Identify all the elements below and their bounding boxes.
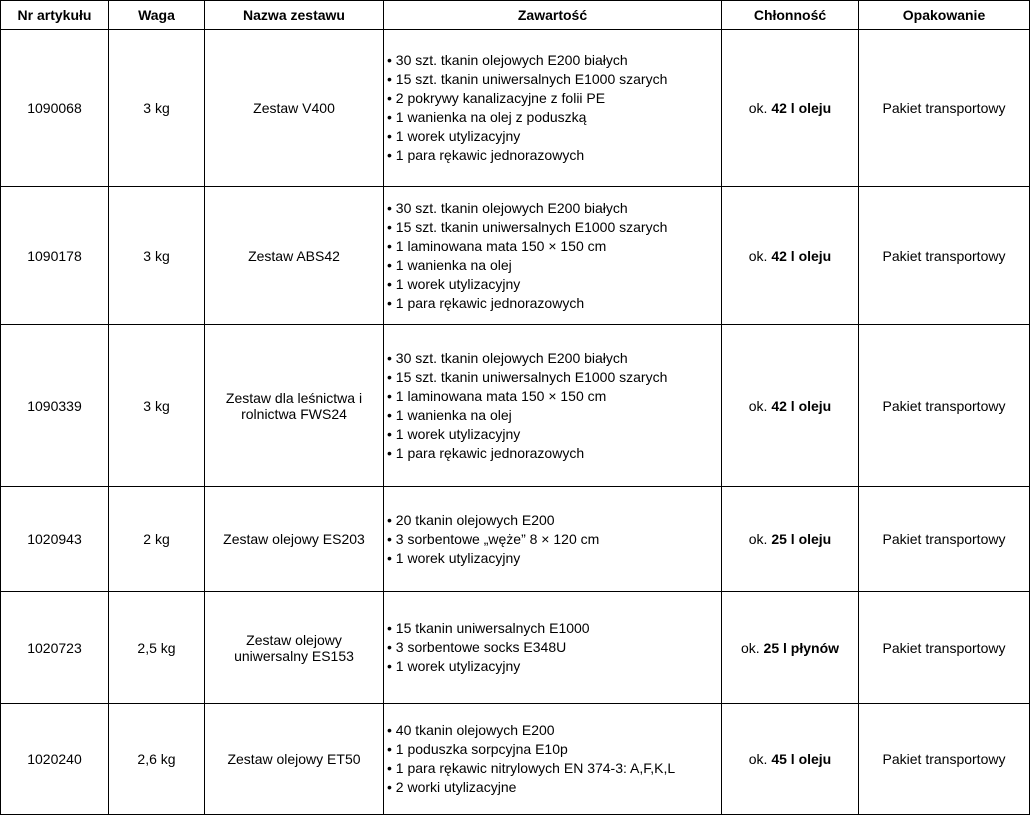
contents-list	[387, 199, 718, 313]
contents-item: • 1 worek utylizacyjny	[387, 128, 521, 144]
cell-opakowanie: Pakiet transportowy	[859, 30, 1030, 187]
cell-waga: 3 kg	[109, 30, 205, 187]
table-row	[1, 187, 1030, 325]
cell-chlonnosc	[722, 187, 859, 325]
header-nr-artykulu: Nr artykułu	[1, 1, 109, 30]
contents-item: • 2 pokrywy kanalizacyjne z folii PE	[387, 90, 606, 106]
cell-nazwa-zestawu	[205, 592, 384, 704]
table-body	[1, 30, 1030, 815]
contents-item: • 15 szt. tkanin uniwersalnych E1000 szarych	[387, 368, 668, 385]
header-opakowanie: Opakowanie	[859, 1, 1030, 30]
contents-item: • 1 worek utylizacyjny	[387, 425, 521, 442]
absorbency-prefix: ok.	[748, 397, 772, 414]
contents-item: • 20 tkanin olejowych E200	[387, 511, 555, 528]
cell-waga: 2,6 kg	[109, 704, 205, 815]
cell-opakowanie: Pakiet transportowy	[859, 187, 1030, 325]
contents-item: • 15 szt. tkanin uniwersalnych E1000 szarych	[387, 71, 668, 87]
set-name-line: Zestaw ABS42	[248, 247, 340, 264]
cell-opakowanie: Pakiet transportowy	[859, 592, 1030, 704]
cell-zawartosc	[384, 487, 722, 592]
contents-item: • 1 para rękawic jednorazowych	[387, 294, 585, 311]
set-name-line: rolnictwa FWS24	[241, 405, 347, 422]
header-nazwa-zestawu: Nazwa zestawu	[205, 1, 384, 30]
set-name-line: Zestaw olejowy ET50	[227, 751, 361, 767]
cell-nr-artykulu: 1090178	[1, 187, 109, 325]
cell-nazwa-zestawu	[205, 187, 384, 325]
table-row	[1, 30, 1030, 187]
cell-chlonnosc	[722, 487, 859, 592]
cell-chlonnosc	[722, 325, 859, 487]
absorbency-prefix: ok.	[748, 247, 772, 264]
contents-item: • 1 para rękawic jednorazowych	[387, 147, 585, 163]
contents-list	[387, 511, 718, 568]
set-name-line: Zestaw V400	[253, 100, 335, 116]
cell-nr-artykulu: 1020723	[1, 592, 109, 704]
cell-zawartosc	[384, 30, 722, 187]
cell-chlonnosc	[722, 30, 859, 187]
set-name-line: uniwersalny ES153	[234, 647, 354, 664]
table-row	[1, 704, 1030, 815]
table-row	[1, 325, 1030, 487]
cell-chlonnosc	[722, 704, 859, 815]
contents-item: • 1 para rękawic nitrylowych EN 374-3: A,F,K,L	[387, 760, 676, 776]
contents-item: • 30 szt. tkanin olejowych E200 białych	[387, 52, 628, 68]
cell-opakowanie: Pakiet transportowy	[859, 325, 1030, 487]
contents-list	[387, 51, 718, 165]
header-chlonnosc: Chłonność	[722, 1, 859, 30]
absorbency-prefix: ok.	[748, 100, 772, 116]
cell-nazwa-zestawu	[205, 30, 384, 187]
absorbency-value: 42 l oleju	[771, 247, 832, 264]
cell-nr-artykulu: 1090339	[1, 325, 109, 487]
set-name-line: Zestaw olejowy ES203	[223, 531, 365, 547]
table-row	[1, 592, 1030, 704]
contents-item: • 1 worek utylizacyjny	[387, 549, 521, 566]
contents-item: • 1 worek utylizacyjny	[387, 275, 521, 292]
absorbency-value: 25 l oleju	[771, 531, 832, 547]
cell-waga: 3 kg	[109, 187, 205, 325]
absorbency-prefix: ok.	[740, 639, 764, 656]
header-zawartosc: Zawartość	[384, 1, 722, 30]
absorbency-prefix: ok.	[748, 751, 772, 767]
set-name-line: Zestaw dla leśnictwa i	[225, 389, 363, 406]
header-waga: Waga	[109, 1, 205, 30]
cell-opakowanie: Pakiet transportowy	[859, 487, 1030, 592]
absorbency-value: 45 l oleju	[771, 751, 832, 767]
cell-zawartosc	[384, 592, 722, 704]
contents-item: • 30 szt. tkanin olejowych E200 białych	[387, 349, 628, 366]
cell-chlonnosc	[722, 592, 859, 704]
cell-opakowanie: Pakiet transportowy	[859, 704, 1030, 815]
cell-zawartosc	[384, 187, 722, 325]
cell-zawartosc	[384, 325, 722, 487]
cell-nazwa-zestawu	[205, 325, 384, 487]
cell-nazwa-zestawu	[205, 704, 384, 815]
table-row	[1, 487, 1030, 592]
contents-item: • 1 wanienka na olej	[387, 406, 512, 423]
absorbency-value: 25 l płynów	[763, 639, 840, 656]
table-header	[1, 1, 1030, 30]
cell-zawartosc	[384, 704, 722, 815]
cell-nr-artykulu: 1090068	[1, 30, 109, 187]
contents-item: • 1 poduszka sorpcyjna E10p	[387, 741, 568, 757]
cell-waga: 3 kg	[109, 325, 205, 487]
set-name-line: Zestaw olejowy	[246, 631, 342, 648]
contents-item: • 40 tkanin olejowych E200	[387, 722, 555, 738]
contents-item: • 15 szt. tkanin uniwersalnych E1000 szarych	[387, 218, 668, 235]
absorbency-value: 42 l oleju	[771, 100, 832, 116]
contents-item: • 1 wanienka na olej z poduszką	[387, 109, 587, 125]
contents-item: • 1 laminowana mata 150 × 150 cm	[387, 237, 607, 254]
contents-list	[387, 721, 718, 797]
cell-nazwa-zestawu	[205, 487, 384, 592]
contents-item: • 1 wanienka na olej	[387, 256, 512, 273]
contents-item: • 1 laminowana mata 150 × 150 cm	[387, 387, 607, 404]
contents-item: • 15 tkanin uniwersalnych E1000	[387, 620, 590, 636]
cell-nr-artykulu: 1020943	[1, 487, 109, 592]
contents-item: • 1 para rękawic jednorazowych	[387, 444, 585, 461]
contents-item: • 3 sorbentowe „węże” 8 × 120 cm	[387, 530, 600, 547]
cell-waga: 2,5 kg	[109, 592, 205, 704]
contents-item: • 3 sorbentowe socks E348U	[387, 639, 567, 655]
contents-item: • 1 worek utylizacyjny	[387, 658, 521, 674]
cell-nr-artykulu: 1020240	[1, 704, 109, 815]
contents-item: • 2 worki utylizacyjne	[387, 779, 517, 795]
absorbency-prefix: ok.	[748, 531, 772, 547]
header-row	[1, 1, 1030, 30]
contents-list	[387, 349, 718, 463]
absorbency-value: 42 l oleju	[771, 397, 832, 414]
contents-item: • 30 szt. tkanin olejowych E200 białych	[387, 199, 628, 216]
contents-list	[387, 619, 718, 676]
cell-waga: 2 kg	[109, 487, 205, 592]
